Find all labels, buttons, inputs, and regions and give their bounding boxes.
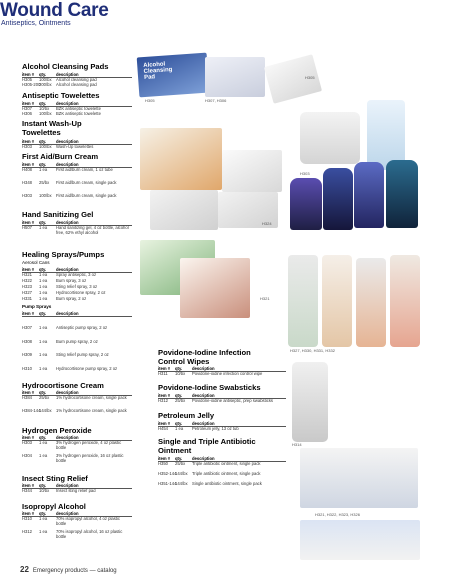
first-aid-cream-box-photo [140,128,222,190]
gel-packets-photo [150,190,218,230]
image-caption: H305 [145,98,155,103]
table-header: item # qty. description [22,311,132,317]
table-header: item # qty. description [22,72,132,78]
footer-text: Emergency products — catalog [32,568,117,574]
section-title-alcohol-pads: Alcohol Cleansing Pads [22,62,109,71]
pump-spray-photo [390,255,420,347]
hydrocortisone-packets-photo [180,258,250,318]
image-caption: H305 [305,75,315,80]
image-caption: H303 [300,171,310,176]
spray-can-photo [386,160,418,228]
petroleum-jelly-photo [300,112,360,164]
table-header: item # qty. description [158,393,286,399]
image-caption: H321 [260,296,270,301]
pump-spray-photo [288,255,318,347]
spray-can-photo [290,178,322,230]
image-caption: H307, H306 [205,98,227,103]
sting-relief-bottle-photo [292,362,328,442]
page-subtitle: Antiseptics, Ointments [1,20,71,27]
children-photo [300,520,420,560]
packets-photo [222,150,282,192]
table-header: item # qty. description [22,390,132,396]
section-title-wash-up: Instant Wash-Up Towelettes [22,119,82,137]
table-header: item # qty. description [158,456,286,462]
section-title-hydrocortisone: Hydrocortisone Cream [22,381,104,390]
image-caption: H314 [292,442,302,447]
pump-sprays-label: Pump Sprays [22,304,52,309]
table-header: item # qty. description [22,435,132,441]
section-title-povidone-wipes: Povidone-Iodine Infection Control Wipes [158,348,251,366]
section-title-healing-sprays: Healing Sprays/Pumps [22,250,105,259]
section-subtitle: Aerosol Cans [22,260,50,265]
image-caption: H327, H330, H331, H332 [290,348,335,353]
table-header: item # qty. description [158,366,286,372]
page-title: Wound Care [0,0,109,21]
table-header: item # qty. description [22,483,132,489]
section-title-peroxide: Hydrogen Peroxide [22,426,92,435]
section-title-antibiotic: Single and Triple Antibiotic Ointment [158,437,256,455]
table-header: item # qty. description [22,101,132,107]
table-header: item # qty. description [22,220,132,226]
alcohol-pad-photo: Alcohol Cleansing Pad [137,53,210,98]
page-banner [0,0,200,40]
pump-sprays-row-photo [300,448,418,508]
section-title-burn-cream: First Aid/Burn Cream [22,152,99,161]
pump-spray-photo [322,255,352,347]
table-header: item # qty. description [22,511,132,517]
page-footer [20,565,117,574]
section-title-petroleum: Petroleum Jelly [158,411,215,420]
section-title-sanitizing-gel: Hand Sanitizing Gel [22,210,94,219]
table-header: item # qty. description [158,421,286,427]
section-title-antiseptic-towelettes: Antiseptic Towelettes [22,91,100,100]
section-title-isopropyl: Isopropyl Alcohol [22,502,86,511]
pump-spray-photo [356,258,386,347]
image-caption: H324 [262,221,272,226]
table-header: item # qty. description [22,139,132,145]
towelette-photo [205,57,265,97]
page-number: 22 [20,565,29,574]
spray-can-photo [323,168,353,230]
section-title-sting-relief: Insect Sting Relief [22,474,88,483]
table-header: item # qty. description [22,162,132,168]
image-caption: H321, H322, H323, H326 [315,512,360,517]
table-header: item # qty. description [22,267,132,273]
section-title-povidone-sticks: Povidone-Iodine Swabsticks [158,383,261,392]
spray-can-photo [354,162,384,228]
